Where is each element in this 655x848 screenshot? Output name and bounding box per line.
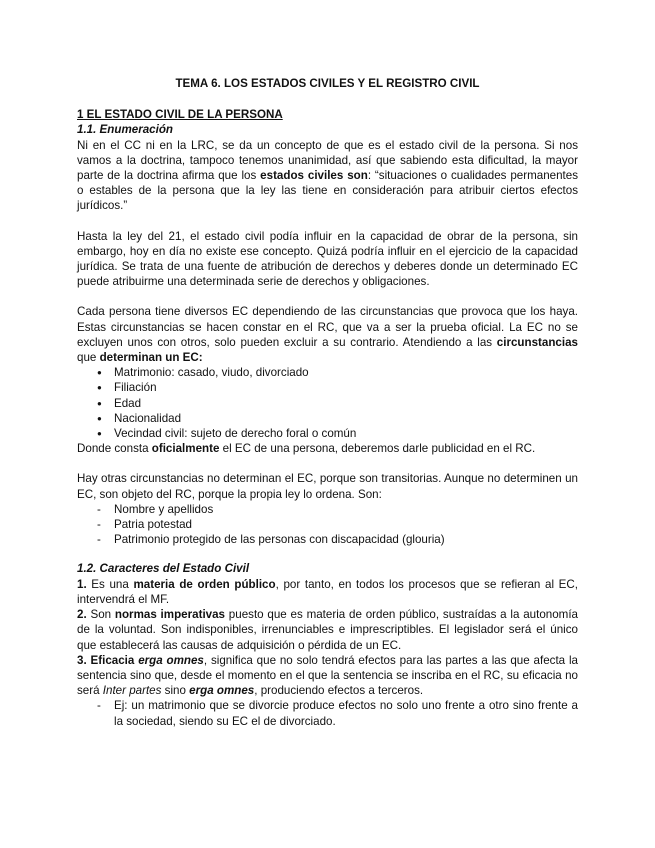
subsection-heading: 1.1. Enumeración [77,123,174,137]
subsection-heading: 1.2. Caracteres del Estado Civil [77,562,250,576]
circumstances-list [77,365,578,441]
list-item: - Patria potestad [77,517,578,532]
list-item: - Ej: un matrimonio que se divorcie produce efectos no solo uno frente a otro sino frente a la sociedad, siendo su EC el de divorciado. [77,698,578,728]
character-1: 1. Es una materia de orden público, por tanto, en todos los procesos que se refieran al EC, intervendrá el MF. [77,577,578,606]
list-item: - Patrimonio protegido de las personas con discapacidad (glouria) [77,532,578,547]
list-item: ● Vecindad civil: sujeto de derecho foral o común [77,426,578,441]
character-2: 2. Son normas imperativas puesto que es materia de orden público, sustraídas a la autonomía de la voluntad. Son indisponibles, irrenunciables e imprescriptibles. El legislador será el único que establecerá las causas de adquisición o pérdida de un EC. [77,608,579,652]
paragraph-other-circumstances: Hay otras circunstancias no determinan el EC, porque son transitorias. Aunque no determinen un EC, son objeto del RC, porque la propia ley lo ordena. Son: [77,472,578,501]
other-circumstances-list [77,502,578,548]
character-3: 3. Eficacia erga omnes, significa que no solo tendrá efectos para las partes a las que afecta la sentencia sino que, desde el momento en el que la sentencia se inscriba en el RC, su eficacia no será Inter partes sino erga omnes, produciendo efectos a terceros. [77,653,578,698]
list-item: ● Matrimonio: casado, viudo, divorciado [77,365,578,380]
list-item: ● Nacionalidad [77,411,578,426]
paragraph-circumstances: Cada persona tiene diversos EC dependiendo de las circunstancias que provoca que los haya. Estas circunstancias se hacen constar en el RC, que va a ser la prueba oficial. La EC no se excluyen unos con otros, solo pueden excluir a su contrario. Atendiendo a las circunstancias que determinan un EC: [77,305,578,365]
paragraph-definition: Ni en el CC ni en la LRC, se da un concepto de que es el estado civil de la persona. Si nos vamos a la doctrina, tampoco tenemos unanimidad, así que sabiendo esta dificultad, la mayor parte de la doctrina afirma que los estados civiles son: “situaciones o cualidades permanentes o estables de la persona que la ley las tiene en consideración para atribuir ciertos efectos jurídicos.” [77,138,579,213]
paragraph-official: Donde consta oficialmente el EC de una persona, deberemos darle publicidad en el RC. [77,442,536,456]
list-item: - Nombre y apellidos [77,502,578,517]
example-list [77,698,578,728]
section-heading: 1 EL ESTADO CIVIL DE LA PERSONA [77,108,283,122]
paragraph-capacity: Hasta la ley del 21, el estado civil podía influir en la capacidad de obrar de la persona, sin embargo, hoy en día no existe ese concepto. Quizá podría influir en el ejercicio de la capacidad jurídica. Se trata de una fuente de atribución de derechos y deberes donde un determinado EC puede atribuirme una determinada serie de derechos y obligaciones. [77,229,578,289]
list-item: ● Edad [77,396,578,411]
page-title: TEMA 6. LOS ESTADOS CIVILES Y EL REGISTRO CIVIL [175,77,480,90]
list-item: ● Filiación [77,380,578,395]
